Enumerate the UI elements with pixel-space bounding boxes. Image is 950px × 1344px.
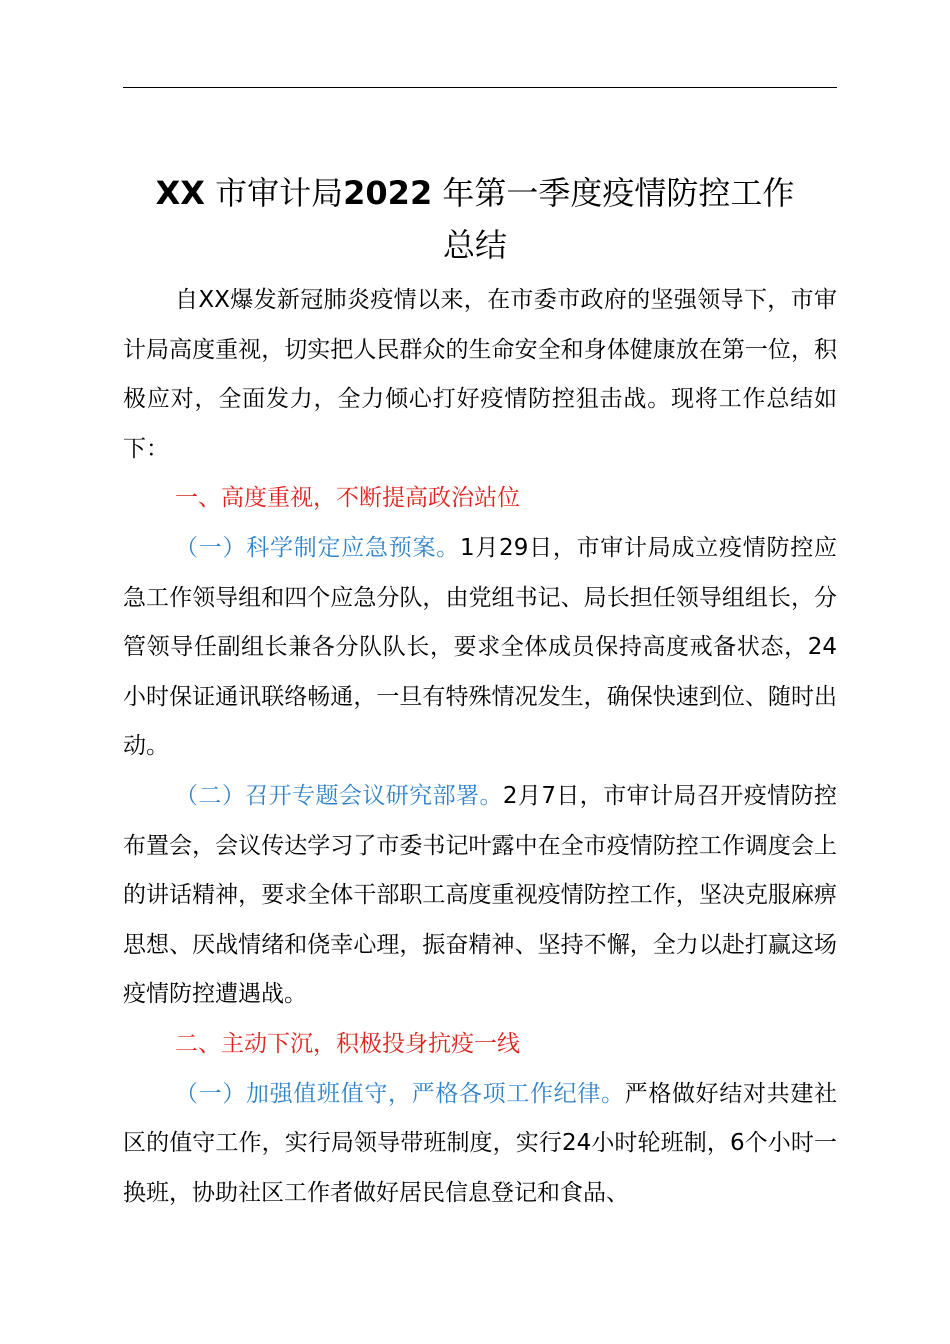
intro-paragraph: 自XX爆发新冠肺炎疫情以来，在市委市政府的坚强领导下，市审计局高度重视，切实把人民群众的生命安全和身体健康放在第一位，积极应对，全面发力，全力倾心打好疫情防控狙击战。现将工作总结如下：: [123, 287, 837, 462]
section1-item2-paragraph: [123, 772, 837, 1020]
document-body: [123, 276, 837, 1218]
section1-heading: 一、高度重视，不断提高政治站位: [175, 485, 520, 512]
section1-item2-text: 2月7日，市审计局召开疫情防控布置会，会议传达学习了市委书记叶露中在全市疫情防控工作调度会上的讲话精神，要求全体干部职工高度重视疫情防控工作，坚决克服麻痹思想、厌战情绪和侥幸心理，振奋精神、坚持不懈，全力以赴打赢这场疫情防控遭遇战。: [123, 782, 837, 1008]
section2-item1-text: 严格做好结对共建社区的值守工作，实行局领导带班制度，实行24小时轮班制，6个小时一换班，协助社区工作者做好居民信息登记和食品、: [123, 1080, 838, 1206]
section2-item1-paragraph: [123, 1070, 837, 1219]
section1-item1-subhead: （一）科学制定应急预案。: [175, 534, 460, 561]
section1-item1-paragraph: [123, 524, 837, 772]
title-year: 2022: [343, 174, 433, 213]
title-part1: 市审计局: [215, 174, 344, 213]
section1-item2-subhead: （二）召开专题会议研究部署。: [175, 782, 503, 809]
document-title: [100, 167, 850, 271]
title-part2: 年第一季度疫情防控工作: [442, 174, 795, 213]
title-prefix: XX: [155, 174, 205, 213]
title-line2: 总结: [442, 226, 507, 265]
header-rule: [123, 87, 837, 88]
section1-item1-text: 1月29日，市审计局成立疫情防控应急工作领导组和四个应急分队，由党组书记、局长担任领导组组长，分管领导任副组长兼各分队队长，要求全体成员保持高度戒备状态，24小时保证通讯联络畅通，一旦有特殊情况发生，确保快速到位、随时出动。: [123, 534, 838, 760]
section2-heading: 二、主动下沉，积极投身抗疫一线: [175, 1030, 520, 1057]
section2-item1-subhead: （一）加强值班值守，严格各项工作纪律。: [175, 1080, 625, 1107]
